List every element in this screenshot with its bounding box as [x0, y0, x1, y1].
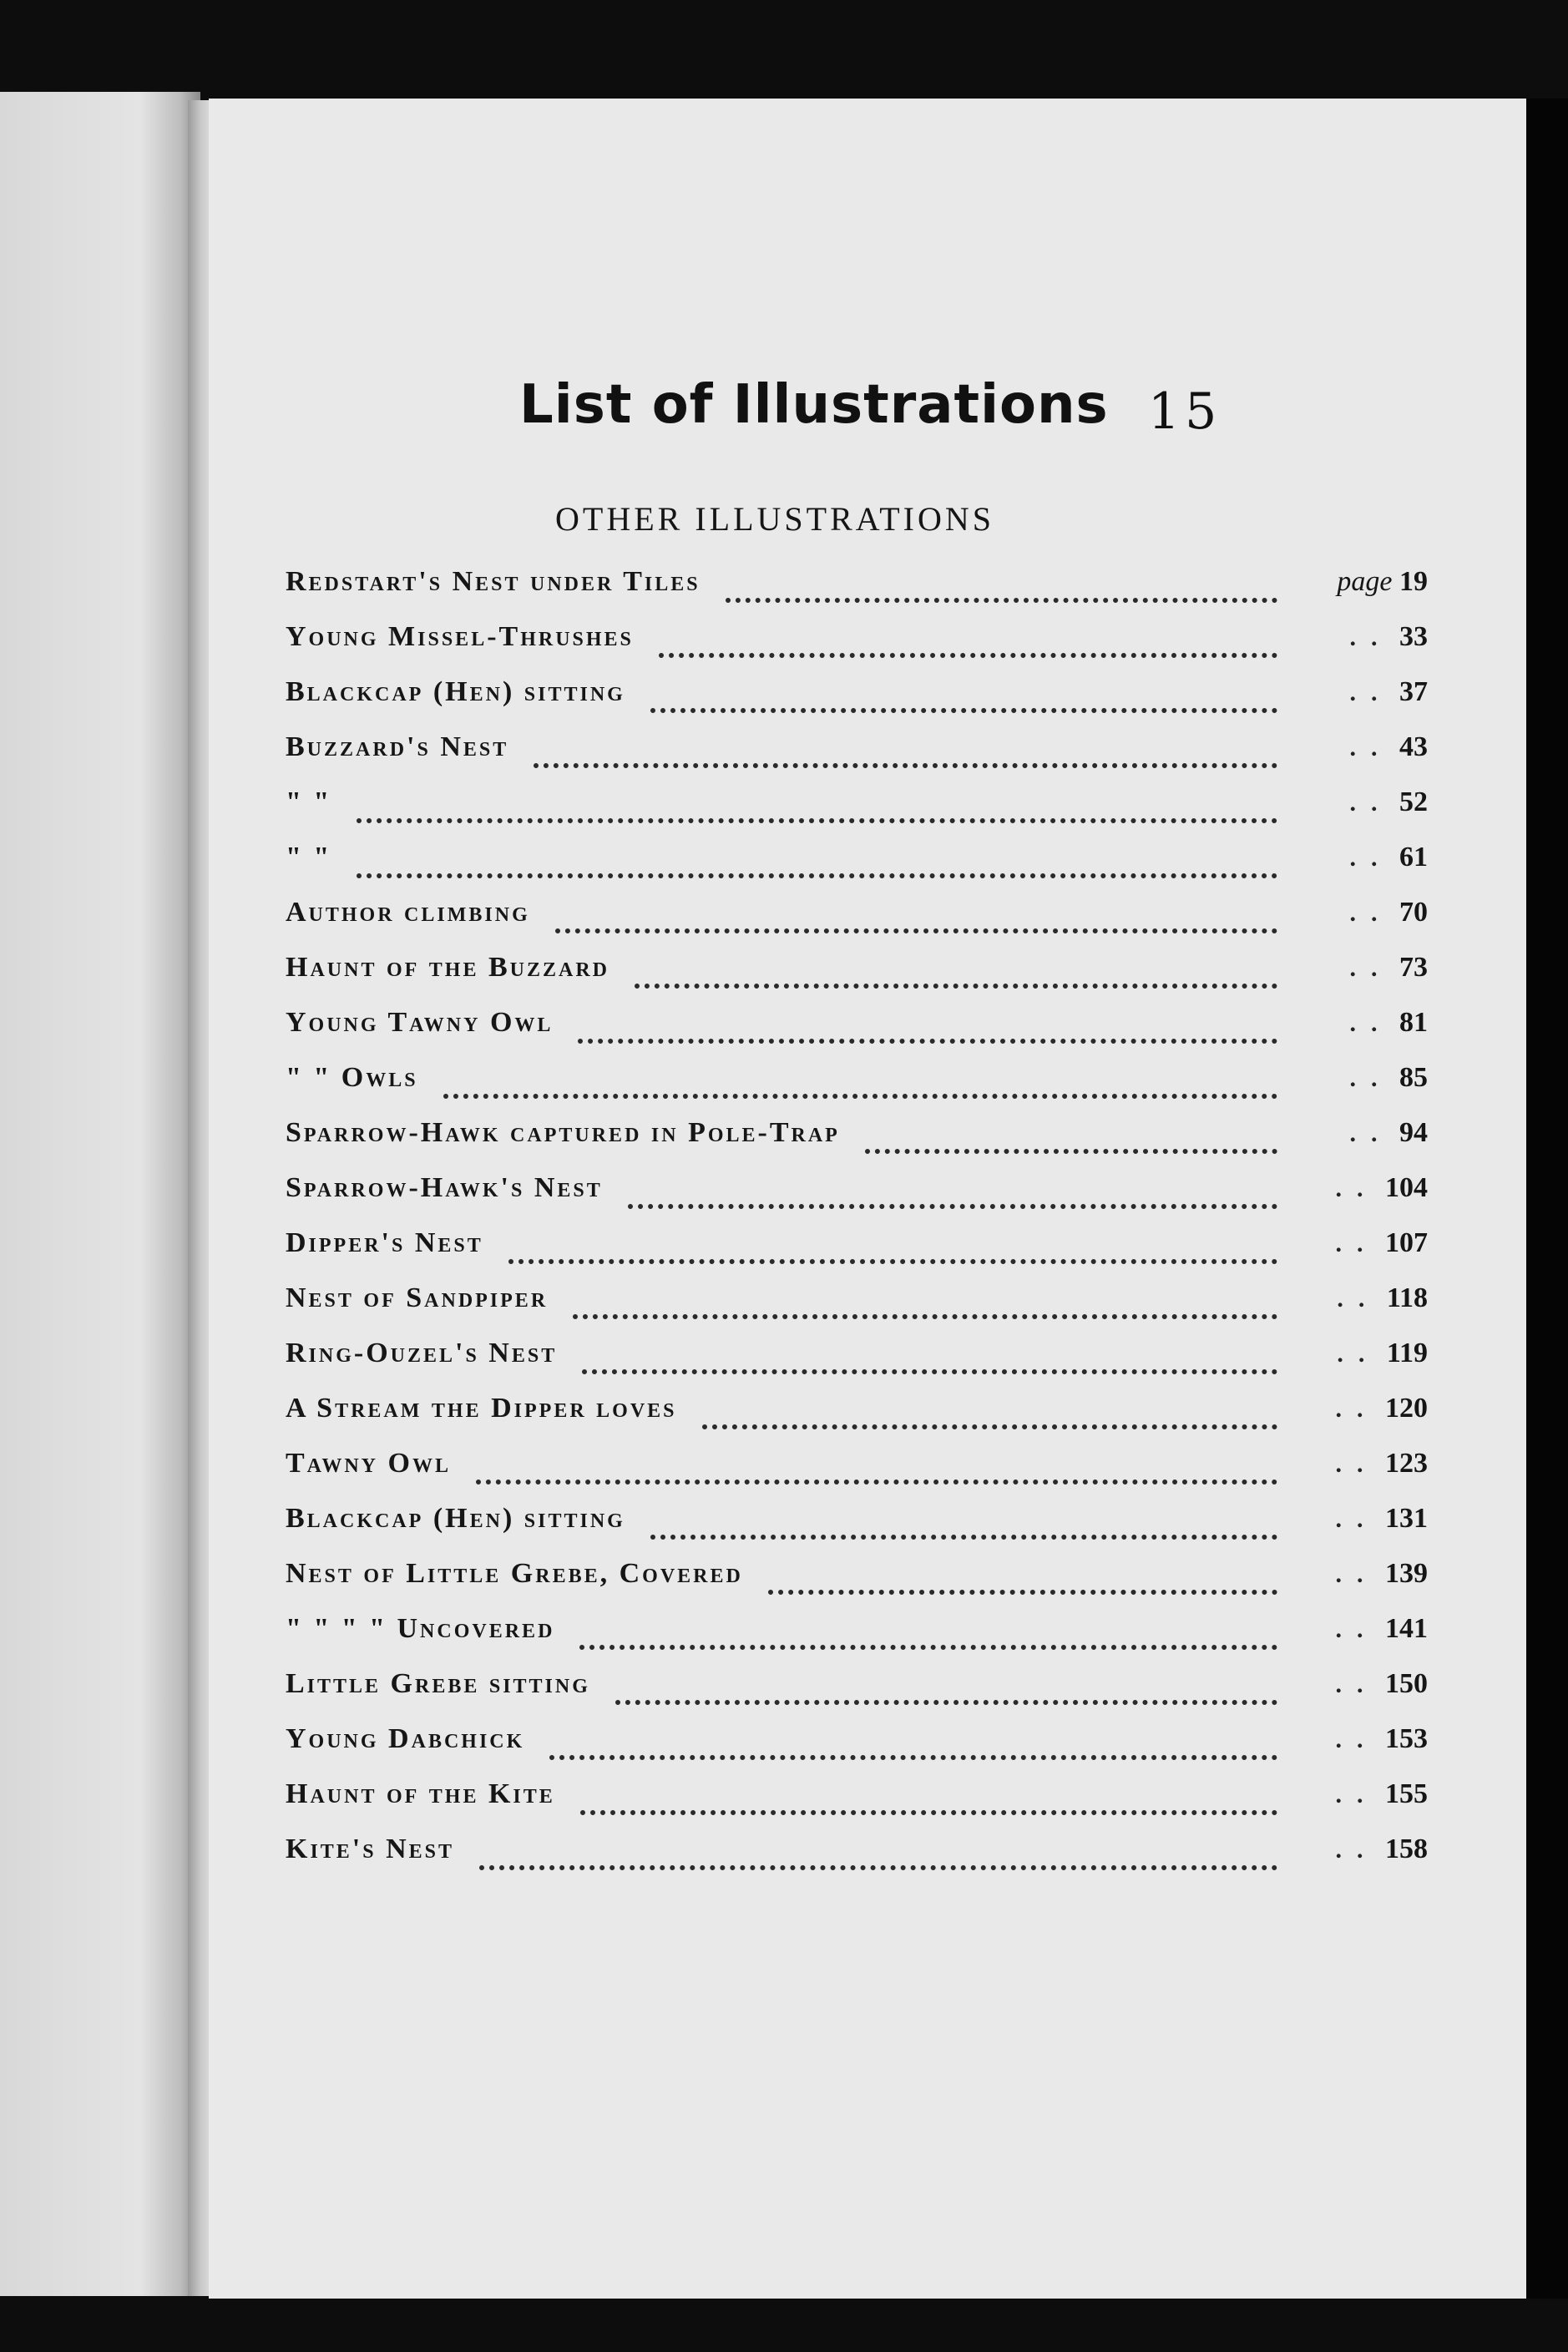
- page-ditto: ..: [1349, 1065, 1393, 1092]
- entry-page-ref: [1302, 1172, 1428, 1204]
- entry-title: Kite's Nest: [286, 1834, 455, 1864]
- entry-page-number: 118: [1386, 1282, 1428, 1313]
- page-ditto: ..: [1335, 1230, 1378, 1257]
- entry-title: Sparrow-Hawk's Nest: [286, 1172, 603, 1203]
- entry-page-number: 141: [1385, 1613, 1428, 1644]
- entry-title: Sparrow-Hawk captured in Pole-Trap: [286, 1117, 840, 1148]
- entry-page-number: 158: [1385, 1834, 1428, 1864]
- page-ditto: ..: [1349, 1120, 1393, 1147]
- list-item: [286, 1448, 1428, 1503]
- page-ditto: ..: [1349, 789, 1393, 817]
- dot-leader: [768, 1589, 1277, 1595]
- entry-page-number: 73: [1399, 952, 1428, 983]
- entry-page-number: 155: [1385, 1778, 1428, 1809]
- list-item: [286, 1393, 1428, 1448]
- dot-leader: [635, 983, 1277, 989]
- entry-title: " ": [286, 787, 332, 817]
- list-item: [286, 1723, 1428, 1778]
- list-item: [286, 1117, 1428, 1172]
- entry-page-ref: [1302, 952, 1428, 984]
- page-ditto: ..: [1337, 1340, 1380, 1368]
- dot-leader: [650, 707, 1277, 713]
- entry-page-number: 61: [1399, 842, 1428, 873]
- entry-title: Blackcap (Hen) sitting: [286, 1503, 625, 1534]
- entry-page-ref: [1302, 1393, 1428, 1424]
- page-title: List of Illustrations: [519, 374, 1109, 436]
- section-heading: OTHER ILLUSTRATIONS: [555, 500, 994, 538]
- list-item: [286, 1007, 1428, 1062]
- entry-title: " " Owls: [286, 1062, 418, 1093]
- list-item: [286, 897, 1428, 952]
- list-item: [286, 1338, 1428, 1393]
- dot-leader: [650, 1534, 1277, 1540]
- entry-title: Nest of Sandpiper: [286, 1282, 549, 1313]
- list-item: [286, 1227, 1428, 1282]
- dot-leader: [865, 1148, 1277, 1154]
- dot-leader: [534, 762, 1277, 768]
- entry-title: Young Missel-Thrushes: [286, 621, 634, 652]
- list-item: [286, 1613, 1428, 1668]
- page-ditto: ..: [1335, 1671, 1378, 1698]
- page-ditto: ..: [1335, 1616, 1378, 1643]
- entry-page-number: 19: [1399, 566, 1428, 597]
- entry-page-number: 139: [1385, 1558, 1428, 1589]
- list-item: [286, 731, 1428, 787]
- entry-title: Buzzard's Nest: [286, 731, 509, 762]
- entry-page-number: 85: [1399, 1062, 1428, 1093]
- entry-page-ref: [1302, 1723, 1428, 1755]
- list-item: [286, 1062, 1428, 1117]
- entry-title: Haunt of the Buzzard: [286, 952, 609, 983]
- entry-page-ref: [1302, 1448, 1428, 1479]
- scan-border: [1526, 99, 1568, 2299]
- dot-leader: [582, 1368, 1277, 1374]
- entry-page-number: 150: [1385, 1668, 1428, 1699]
- entry-page-number: 119: [1386, 1338, 1428, 1368]
- entry-page-number: 33: [1399, 621, 1428, 652]
- entry-page-ref: [1302, 1282, 1428, 1314]
- book-page: [209, 99, 1526, 2299]
- list-item: [286, 952, 1428, 1007]
- facing-page-edge: [0, 92, 200, 2296]
- entry-page-number: 153: [1385, 1723, 1428, 1754]
- entry-page-ref: [1302, 897, 1428, 928]
- page-ditto: ..: [1335, 1781, 1378, 1808]
- list-item: [286, 842, 1428, 897]
- dot-leader: [580, 1809, 1277, 1815]
- entry-page-ref: [1302, 1062, 1428, 1094]
- list-item: [286, 787, 1428, 842]
- entry-page-ref: [1302, 1338, 1428, 1369]
- entry-title: Little Grebe sitting: [286, 1668, 590, 1699]
- dot-leader: [578, 1038, 1277, 1044]
- entry-page-number: 81: [1399, 1007, 1428, 1038]
- entry-title: Young Tawny Owl: [286, 1007, 554, 1038]
- entry-page-ref: [1302, 676, 1428, 708]
- page-ditto: ..: [1337, 1285, 1380, 1313]
- entry-title: Haunt of the Kite: [286, 1778, 555, 1809]
- entry-title: Author climbing: [286, 897, 530, 928]
- dot-leader: [357, 817, 1277, 823]
- page-ditto: ..: [1335, 1505, 1378, 1533]
- entry-page-number: 123: [1385, 1448, 1428, 1479]
- entry-page-number: 107: [1385, 1227, 1428, 1258]
- entry-page-ref: [1302, 1117, 1428, 1149]
- list-item: [286, 1172, 1428, 1227]
- list-item: [286, 1778, 1428, 1834]
- page-ditto: ..: [1349, 679, 1393, 706]
- entry-page-ref: [1302, 1834, 1428, 1865]
- page-ditto: ..: [1335, 1175, 1378, 1202]
- dot-leader: [555, 928, 1277, 933]
- dot-leader: [508, 1258, 1277, 1264]
- entry-page-ref: [1302, 787, 1428, 818]
- entry-page-ref: [1302, 621, 1428, 653]
- entry-title: Ring-Ouzel's Nest: [286, 1338, 558, 1368]
- entry-title: " ": [286, 842, 332, 873]
- entry-page-number: 120: [1385, 1393, 1428, 1424]
- entry-title: Young Dabchick: [286, 1723, 525, 1754]
- list-item: [286, 1282, 1428, 1338]
- entry-page-number: 131: [1385, 1503, 1428, 1534]
- list-item: [286, 621, 1428, 676]
- entry-title: A Stream the Dipper loves: [286, 1393, 677, 1424]
- page-label: page: [1337, 566, 1393, 597]
- dot-leader: [476, 1479, 1277, 1485]
- dot-leader: [549, 1754, 1277, 1760]
- dot-leader: [579, 1644, 1277, 1650]
- entry-page-number: 104: [1385, 1172, 1428, 1203]
- page-number: 15: [1148, 382, 1222, 441]
- page-ditto: ..: [1349, 624, 1393, 651]
- entry-page-number: 94: [1399, 1117, 1428, 1148]
- list-item: [286, 676, 1428, 731]
- page-ditto: ..: [1335, 1560, 1378, 1588]
- entry-page-ref: [1302, 1668, 1428, 1700]
- page-ditto: ..: [1335, 1450, 1378, 1478]
- entry-page-ref: [1302, 731, 1428, 763]
- list-item: [286, 1668, 1428, 1723]
- page-ditto: ..: [1349, 734, 1393, 761]
- entry-title: Dipper's Nest: [286, 1227, 483, 1258]
- entry-title: Redstart's Nest under Tiles: [286, 566, 701, 597]
- list-item: [286, 1834, 1428, 1889]
- dot-leader: [659, 652, 1277, 658]
- page-ditto: ..: [1349, 844, 1393, 872]
- dot-leader: [726, 597, 1277, 603]
- entry-page-ref: [1302, 1778, 1428, 1810]
- dot-leader: [573, 1313, 1277, 1319]
- entry-page-ref: [1302, 1613, 1428, 1645]
- dot-leader: [479, 1864, 1277, 1870]
- entry-page-number: 43: [1399, 731, 1428, 762]
- dot-leader: [702, 1424, 1277, 1429]
- page-ditto: ..: [1349, 1009, 1393, 1037]
- entry-page-number: 52: [1399, 787, 1428, 817]
- entry-title: Nest of Little Grebe, Covered: [286, 1558, 743, 1589]
- list-item: [286, 1503, 1428, 1558]
- entry-page-ref: [1302, 1503, 1428, 1535]
- entry-page-ref: [1302, 1558, 1428, 1590]
- entry-page-number: 70: [1399, 897, 1428, 928]
- list-item: [286, 1558, 1428, 1613]
- dot-leader: [443, 1093, 1277, 1099]
- dot-leader: [357, 873, 1277, 878]
- dot-leader: [628, 1203, 1277, 1209]
- page-ditto: ..: [1335, 1836, 1378, 1864]
- entry-title: " " " " Uncovered: [286, 1613, 555, 1644]
- entry-title: Tawny Owl: [286, 1448, 451, 1479]
- entry-page-ref: [1302, 1227, 1428, 1259]
- page-ditto: ..: [1349, 899, 1393, 927]
- page-ditto: ..: [1335, 1726, 1378, 1753]
- dot-leader: [615, 1699, 1277, 1705]
- entry-page-ref: [1302, 1007, 1428, 1039]
- page-ditto: ..: [1335, 1395, 1378, 1423]
- page-ditto: ..: [1349, 954, 1393, 982]
- entry-title: Blackcap (Hen) sitting: [286, 676, 625, 707]
- entry-page-ref: [1302, 842, 1428, 873]
- entry-page-ref: [1302, 566, 1428, 598]
- list-item: [286, 566, 1428, 621]
- entry-page-number: 37: [1399, 676, 1428, 707]
